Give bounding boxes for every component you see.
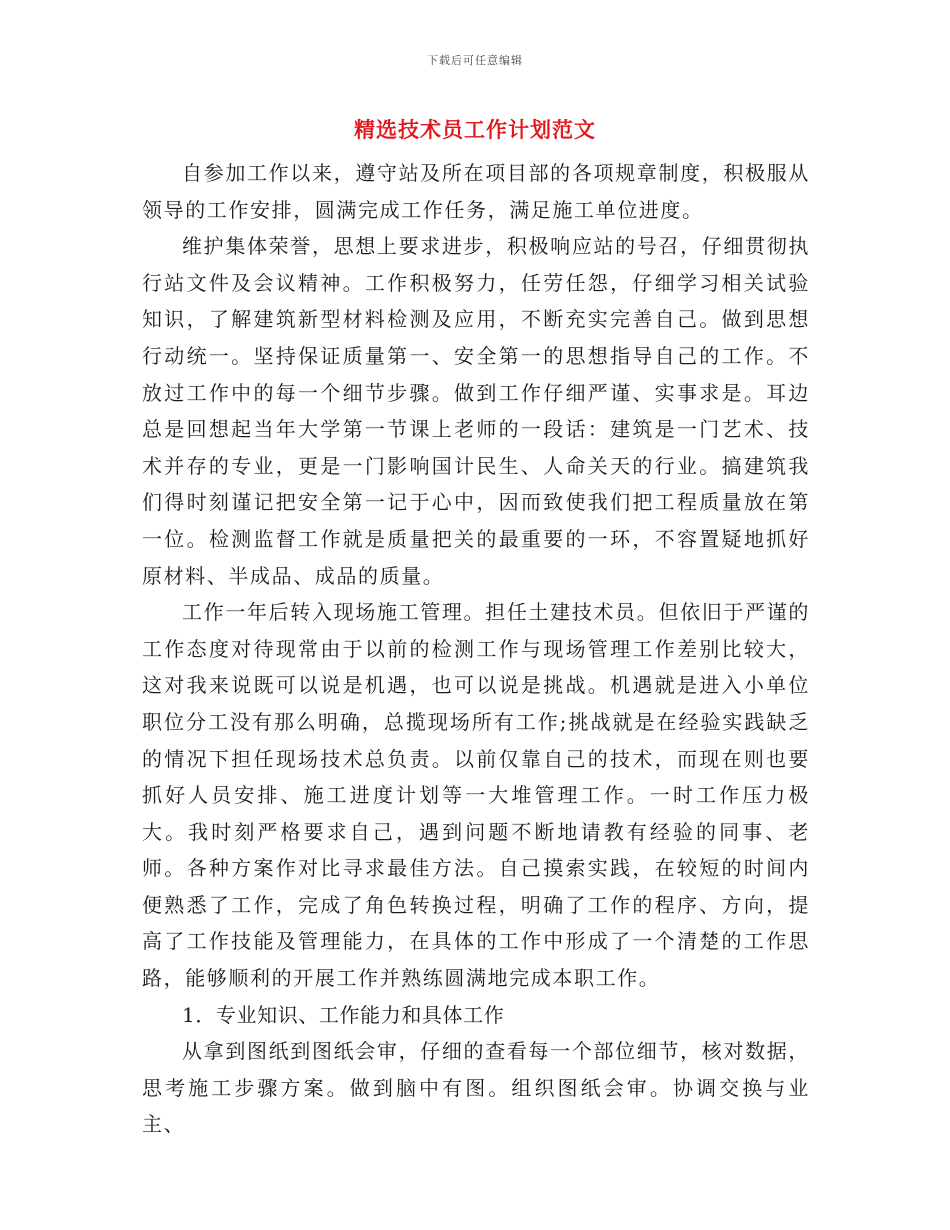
paragraph: 从拿到图纸到图纸会审，仔细的查看每一个部位细节，核对数据，思考施工步骤方案。做到脑中有图。组织图纸会审。协调交换与业主、 (142, 1039, 810, 1137)
paragraph: 维护集体荣誉，思想上要求进步，积极响应站的号召，仔细贯彻执行站文件及会议精神。工作积极努力，任劳任怨，仔细学习相关试验知识，了解建筑新型材料检测及应用，不断充实完善自己。做到思想行动统一。坚持保证质量第一、安全第一的思想指导自己的工作。不放过工作中的每一个细节步骤。做到工作仔细严谨、实事求是。耳边总是回想起当年大学第一节课上老师的一段话：建筑是一门艺术、技术并存的专业，更是一门影响国计民生、人命关天的行业。搞建筑我们得时刻谨记把安全第一记于心中，因而致使我们把工程质量放在第一位。检测监督工作就是质量把关的最重要的一环，不容置疑地抓好原材料、半成品、成品的质量。 (142, 234, 810, 588)
paragraph: 工作一年后转入现场施工管理。担任土建技术员。但依旧于严谨的工作态度对待现常由于以前的检测工作与现场管理工作差别比较大，这对我来说既可以说是机遇，也可以说是挑战。机遇就是进入小单位职位分工没有那么明确，总揽现场所有工作;挑战就是在经验实践缺乏的情况下担任现场技术总负责。以前仅靠自己的技术，而现在则也要抓好人员安排、施工进度计划等一大堆管理工作。一时工作压力极大。我时刻严格要求自己，遇到问题不断地请教有经验的同事、老师。各种方案作对比寻求最佳方法。自己摸索实践，在较短的时间内便熟悉了工作，完成了角色转换过程，明确了工作的程序、方向，提高了工作技能及管理能力，在具体的工作中形成了一个清楚的工作思路，能够顺利的开展工作并熟练圆满地完成本职工作。 (142, 600, 810, 991)
paragraph: 自参加工作以来，遵守站及所在项目部的各项规章制度，积极服从领导的工作安排，圆满完成工作任务，满足施工单位进度。 (142, 161, 810, 222)
section-heading: 1．专业知识、工作能力和具体工作 (182, 1002, 505, 1027)
page-header: 下载后可任意编辑 (427, 54, 523, 67)
document-body (142, 155, 810, 1143)
document-title: 精选技术员工作计划范文 (354, 117, 596, 142)
